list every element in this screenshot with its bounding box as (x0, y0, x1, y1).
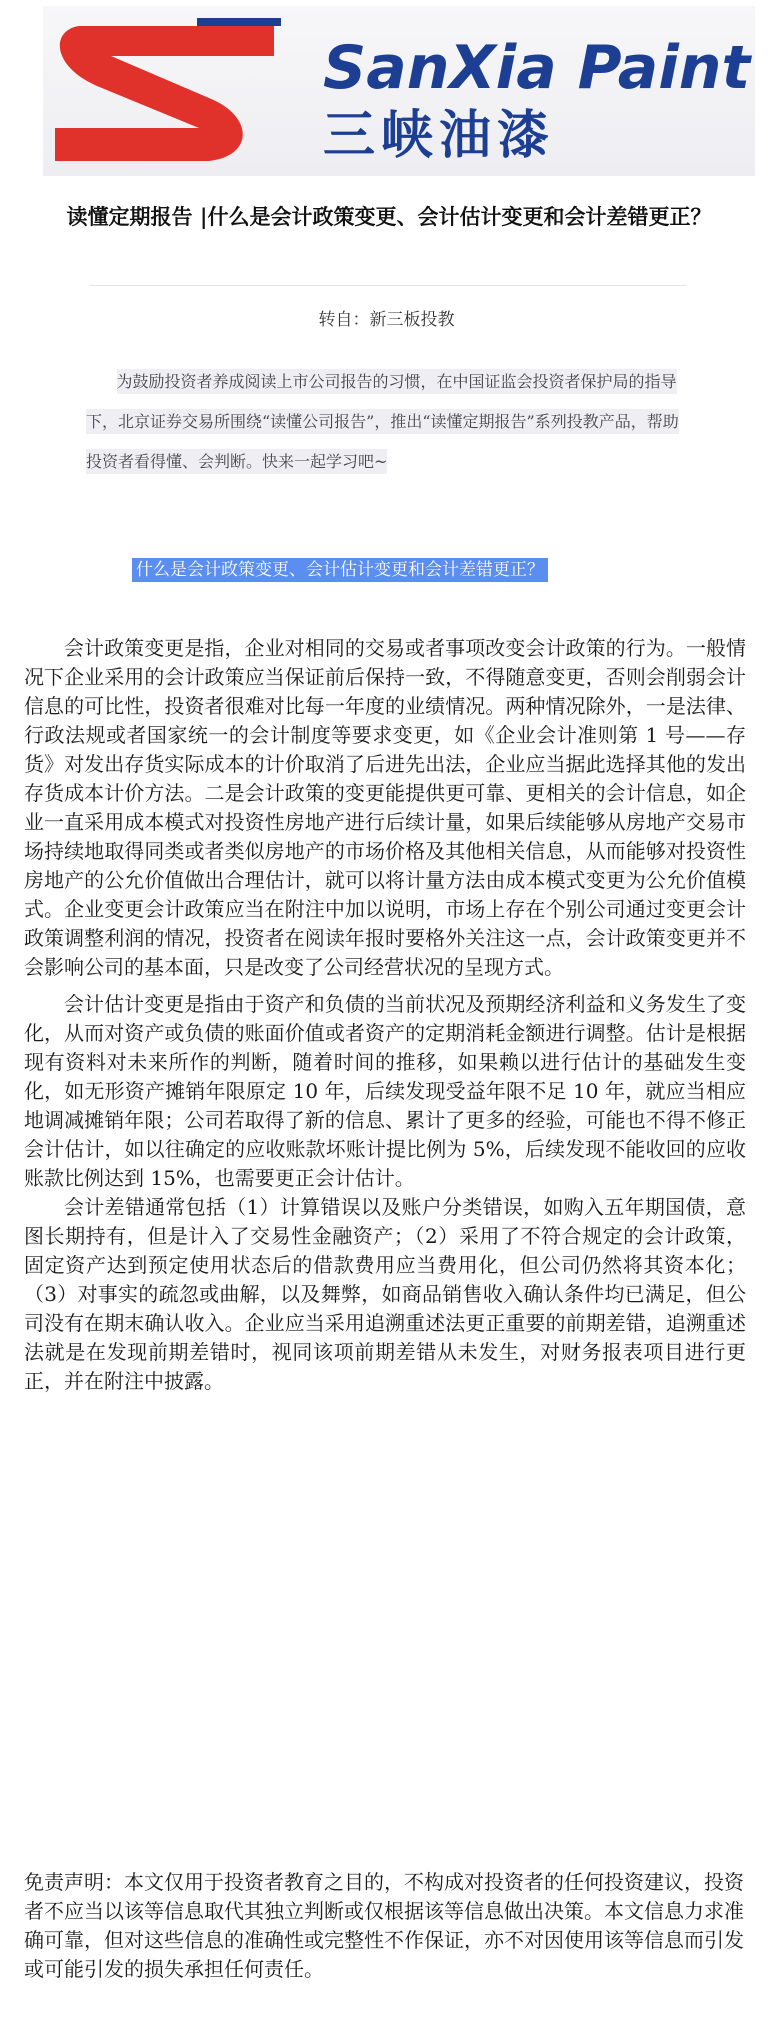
highlighted-question: 什么是会计政策变更、会计估计变更和会计差错更正？ (132, 558, 548, 582)
brand-banner (43, 6, 755, 176)
disclaimer-text: 免责声明：本文仅用于投资者教育之目的，不构成对投资者的任何投资建议，投资者不应当以该等信息取代其独立判断或仅根据该等信息做出决策。本文信息力求准确可靠，但对这些信息的准确性或完整性不作保证，亦不对因使用该等信息而引发或可能引发的损失承担任何责任。 (24, 1870, 744, 1981)
brand-name-en: SanXia Paint (323, 33, 751, 103)
article-source: 转自：新三板投教 (318, 310, 455, 330)
intro-text: 为鼓励投资者养成阅读上市公司报告的习惯，在中国证监会投资者保护局的指导下，北京证券交易所围绕“读懂公司报告”，推出“读懂定期报告”系列投教产品，帮助投资者看得懂、会判断。快来一起学习吧~ (86, 369, 679, 474)
paragraph-accounting-error-correction: 会计差错通常包括（1）计算错误以及账户分类错误，如购入五年期国债，意图长期持有，但是计入了交易性金融资产；（2）采用了不符合规定的会计政策，固定资产达到预定使用状态后的借款费用应当费用化，但公司仍然将其资本化；（3）对事实的疏忽或曲解，以及舞弊，如商品销售收入确认条件均已满足，但公司没有在期末确认收入。企业应当采用追溯重述法更正重要的前期差错，追溯重述法就是在发现前期差错时，视同该项前期差错从未发生，对财务报表项目进行更正，并在附注中披露。 (24, 1195, 746, 1393)
intro-box (86, 362, 686, 482)
paragraph-accounting-policy-change: 会计政策变更是指，企业对相同的交易或者事项改变会计政策的行为。一般情况下企业采用的会计政策应当保证前后保持一致，不得随意变更，否则会削弱会计信息的可比性，投资者很难对比每一年度的业绩情况。两种情况除外，一是法律、行政法规或者国家统一的会计制度等要求变更，如《企业会计准则第 1 号——存货》对发出存货实际成本的计价取消了后进先出法，企业应当据此选择其他的发出存货成本计价方法。二是会计政策的变更能提供更可靠、更相关的会计信息，如企业一直采用成本模式对投资性房地产进行后续计量，如果后续能够从房地产交易市场持续地取得同类或者类似房地产的市场价格及其他相关信息，从而能够对投资性房地产的公允价值做出合理估计，就可以将计量方法由成本模式变更为公允价值模式。企业变更会计政策应当在附注中加以说明，市场上存在个别公司通过变更会计政策调整利润的情况，投资者在阅读年报时要格外关注这一点，会计政策变更并不会影响公司的基本面，只是改变了公司经营状况的呈现方式。 (24, 636, 746, 979)
disclaimer (24, 1868, 744, 1984)
brand-name-cn: 三峡油漆 (323, 106, 556, 166)
title-divider (90, 285, 686, 286)
article-title: 读懂定期报告 |什么是会计政策变更、会计估计变更和会计差错更正？ (66, 204, 712, 229)
sanxia-logo-icon (49, 16, 281, 166)
paragraph-accounting-estimate-change: 会计估计变更是指由于资产和负债的当前状况及预期经济利益和义务发生了变化，从而对资产或负债的账面价值或者资产的定期消耗金额进行调整。估计是根据现有资料对未来所作的判断，随着时间的推移，如果赖以进行估计的基础发生变化，如无形资产摊销年限原定 10 年，后续发现受益年限不足 10 年，就应当相应地调减摊销年限；公司若取得了新的信息、累计了更多的经验，可能也不得不修正会计估计，如以往确定的应收账款坏账计提比例为 5%，后续发现不能收回的应收账款比例达到 15%，也需要更正会计估计。 (24, 992, 746, 1190)
article-body (24, 634, 746, 1396)
